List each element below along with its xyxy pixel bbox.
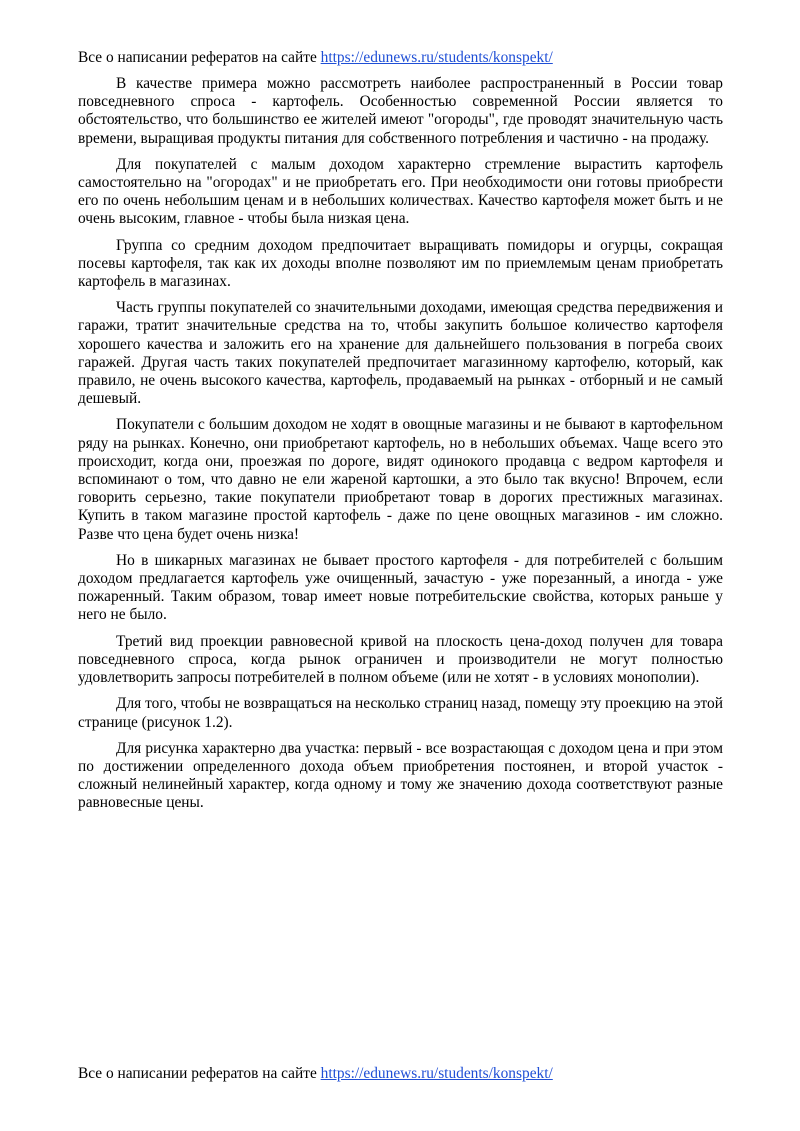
header-site-link[interactable]: https://edunews.ru/students/konspekt/ (320, 49, 553, 66)
paragraph-5: Покупатели с большим доходом не ходят в овощные магазины и не бывают в картофельном ряду на рынках. Конечно, они приобретают картофель, но в небольших объемах. Чаще всего это происходит, когда они, проезжая по дороге, видят одинокого продавца с ведром картофеля и вспоминают о том, что давно не ели жареной картошки, а это было так вкусно! Впрочем, если говорить серьезно, такие покупатели приобретают товар в дорогих престижных магазинах. Купить в таком магазине простой картофель - даже по цене овощных магазинов - им сложно. Разве что цена будет очень низка! (78, 416, 723, 543)
document-page (78, 0, 723, 1131)
paragraph-2: Для покупателей с малым доходом характерно стремление вырастить картофель самостоятельно на "огородах" и не приобретать его. При необходимости они готовы приобрести его по очень небольшим ценам и в небольших количествах. Качество картофеля может быть и не очень высоким, главное - чтобы была низкая цена. (78, 155, 723, 228)
page-header (78, 48, 553, 67)
header-text: Все о написании рефератов на сайте (78, 49, 321, 66)
page-footer (78, 1064, 553, 1083)
paragraph-9: Для рисунка характерно два участка: первый - все возрастающая с доходом цена и при этом по достижении определенного дохода объем приобретения постоянен, и второй участок - сложный нелинейный характер, когда одному и тому же значению дохода соответствуют разные равновесные цены. (78, 739, 723, 812)
paragraph-6: Но в шикарных магазинах не бывает простого картофеля - для потребителей с большим доходом предлагается картофель уже очищенный, зачастую - уже порезанный, а иногда - уже пожаренный. Таким образом, товар имеет новые потребительские свойства, которых раньше у него не было. (78, 551, 723, 624)
footer-text: Все о написании рефератов на сайте (78, 1065, 321, 1082)
document-body (78, 75, 723, 821)
paragraph-1: В качестве примера можно рассмотреть наиболее распространенный в России товар повседневного спроса - картофель. Особенностью современной России является то обстоятельство, что большинство ее жителей имеют "огороды", где проводят значительную часть времени, выращивая продукты питания для собственного потребления и частично - на продажу. (78, 75, 723, 147)
paragraph-4: Часть группы покупателей со значительными доходами, имеющая средства передвижения и гаражи, тратит значительные средства на то, чтобы закупить большое количество картофеля хорошего качества и заложить его на хранение для дальнейшего пользования в погреба своих гаражей. Другая часть таких покупателей предпочитает магазинному картофелю, который, как правило, не очень высокого качества, картофель, продаваемый на рынках - отборный и не самый дешевый. (78, 299, 723, 408)
paragraph-8: Для того, чтобы не возвращаться на несколько страниц назад, помещу эту проекцию на этой странице (рисунок 1.2). (78, 695, 723, 731)
footer-site-link[interactable]: https://edunews.ru/students/konspekt/ (320, 1065, 553, 1082)
paragraph-7: Третий вид проекции равновесной кривой на плоскость цена-доход получен для товара повседневного спроса, когда рынок ограничен и производители не могут полностью удовлетворить запросы потребителей в полном объеме (или не хотят - в условиях монополии). (78, 632, 723, 687)
paragraph-3: Группа со средним доходом предпочитает выращивать помидоры и огурцы, сокращая посевы картофеля, так как их доходы вполне позволяют им по приемлемым ценам приобретать картофель в магазинах. (78, 236, 723, 291)
